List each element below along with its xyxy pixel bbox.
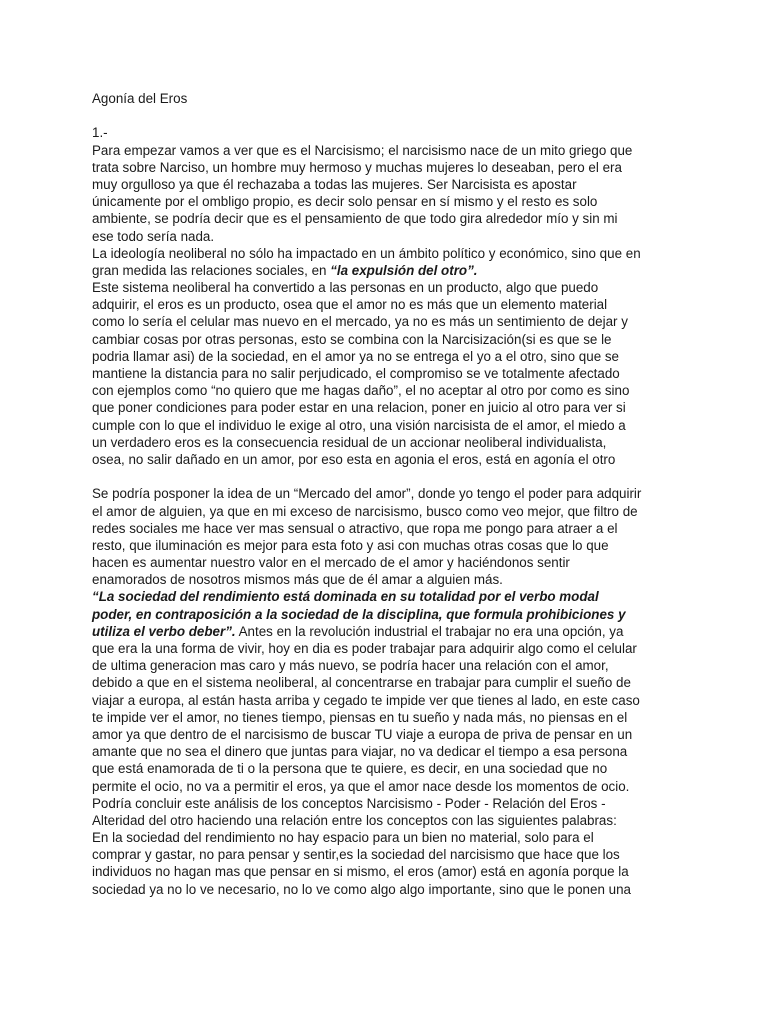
paragraph-mercado-del-amor [92,485,712,588]
paragraph-narcisismo [92,142,712,245]
text-line [92,262,712,279]
text-line: sociedad ya no lo ve necesario, no lo ve como algo algo importante, sino que le ponen una [92,881,631,897]
text-line: podria llamar asi) de la sociedad, en el amor ya no se entrega el yo a el otro, sino que se [92,348,620,364]
section-number: 1.- [92,125,108,141]
paragraph-sistema-neoliberal [92,279,712,468]
text-line: Se podría posponer la idea de un “Mercado del amor”, donde yo tengo el poder para adquirir [92,486,642,502]
text-line: La ideología neoliberal no sólo ha impactado en un ámbito político y económico, sino que en [92,245,641,261]
text-segment: gran medida las relaciones sociales, en [92,262,331,278]
quote-expulsion: “la expulsión del otro”. [330,262,478,278]
text-line: un verdadero eros es la consecuencia residual de un accionar neoliberal individualista, [92,434,607,450]
text-line: que está enamorada de ti o la persona que te quiere, es decir, en una sociedad que no [92,761,608,777]
quote-line: “La sociedad del rendimiento está dominada en su totalidad por el verbo modal [92,589,599,605]
text-line: enamorados de nosotros mismos más que de él amar a alguien más. [92,572,503,588]
text-line: debido a que en el sistema neoliberal, al concentrarse en trabajar para cumplir el sueño de [92,675,631,691]
text-line: Podría concluir este análisis de los conceptos Narcisismo - Poder - Relación del Eros - [92,795,606,811]
text-line: Este sistema neoliberal ha convertido a las personas en un producto, algo que puedo [92,280,599,296]
text-line: el amor de alguien, ya que en mi exceso de narcisismo, busco como veo mejor, que filtro de [92,503,638,519]
text-line: con ejemplos como “no quiero que me hagas daño”, el no aceptar al otro por como es sino [92,383,630,399]
text-line: ese todo sería nada. [92,228,215,244]
paragraph-sociedad-rendimiento [92,588,712,897]
text-line: como lo sería el celular mas nuevo en el mercado, ya no es más un sentimiento de dejar y [92,314,628,330]
text-line: muy orgulloso ya que él rechazaba a todas las mujeres. Ser Narcisista es apostar [92,176,577,192]
text-line: osea, no salir dañado en un amor, por eso esta en agonia el eros, está en agonía el otro [92,451,616,467]
text-line: te impide ver el amor, no tienes tiempo, piensas en tu sueño y nada más, no piensas en el [92,709,628,725]
document-body [92,90,712,898]
quote-line-end: utiliza el verbo deber”. [92,623,236,639]
text-line: ambiente, se podría decir que es el pensamiento de que todo gira alrededor mío y sin mi [92,211,618,227]
text-line: mantiene la distancia para no salir perjudicado, el compromiso se ve totalmente afectado [92,366,620,381]
document-title: Agonía del Eros [92,91,188,106]
text-line: hacen es aumentar nuestro valor en el mercado de el amor y haciéndonos sentir [92,555,570,571]
text-line: amor ya que dentro de el narcisismo de buscar TU viaje a europa de priva de pensar en un [92,726,633,742]
text-line: viajar a europa, al están hasta arriba y cegado te impide ver que tienes al lado, en este caso [92,692,640,708]
text-line: que poner condiciones para poder estar en una relacion, poner en juicio al otro para ver si [92,400,626,416]
text-line: de ultima generacion mas caro y más nuevo, se podría hacer una relación con el amor, [92,658,609,674]
text-line: únicamente por el ombligo propio, es decir solo pensar en sí mismo y el resto es solo [92,194,598,210]
text-line: En la sociedad del rendimiento no hay espacio para un bien no material, solo para el [92,830,594,846]
text-segment: Antes en la revolución industrial el trabajar no era una opción, ya [235,623,624,639]
text-line: que era la una forma de vivir, hoy en dia es poder trabajar para adquirir algo como el celular [92,641,637,656]
text-line: comprar y gastar, no para pensar y sentir,es la sociedad del narcisismo que hace que los [92,847,620,863]
text-line: Para empezar vamos a ver que es el Narcisismo; el narcisismo nace de un mito griego que [92,142,633,158]
text-line: cumple con lo que el individuo le exige al otro, una visión narcisista de el amor, el miedo a [92,417,626,433]
paragraph-spacer [92,468,712,485]
quote-line: poder, en contraposición a la sociedad de la disciplina, que formula prohibiciones y [92,606,626,622]
text-line: resto, que iluminación es mejor para esta foto y asi con muchas otras cosas que lo que [92,537,609,553]
text-line: permite el ocio, no va a permitir el eros, ya que el amor nace desde los momentos de ocio. [92,778,630,794]
text-line: trata sobre Narciso, un hombre muy hermoso y muchas mujeres lo deseaban, pero el era [92,159,622,175]
text-line [92,623,712,640]
text-line: individuos no hagan mas que pensar en si mismo, el eros (amor) está en agonía porque la [92,864,629,880]
paragraph-ideologia [92,245,712,279]
text-line: adquirir, el eros es un producto, osea que el amor no es más que un elemento material [92,297,608,313]
text-line: Alteridad del otro haciendo una relación entre los conceptos con las siguientes palabras: [92,812,617,828]
text-line: cambiar cosas por otras personas, esto se combina con la Narcisización(si es que se le [92,331,612,347]
text-line: redes sociales me hace ver mas sensual o atractivo, que ropa me pongo para atraer a el [92,520,618,536]
text-line: amante que no sea el dinero que juntas para viajar, no va dedicar el tiempo a esa persona [92,744,628,760]
